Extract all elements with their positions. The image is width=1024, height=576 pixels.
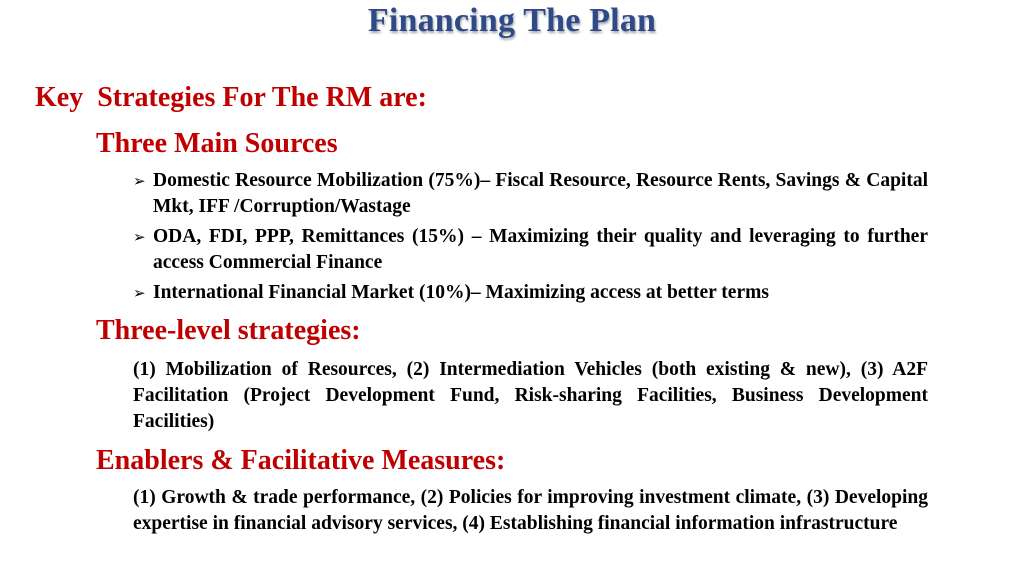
bullet-text: Domestic Resource Mobilization (75%)– Fiscal Resource, Resource Rents, Savings & Capital Mkt, IFF /Corruption/Wastage — [153, 170, 928, 217]
section-title-main-sources: Three Main Sources — [96, 128, 338, 159]
three-level-paragraph: (1) Mobilization of Resources, (2) Intermediation Vehicles (both existing & new), (3) A2F Facilitation (Project Development Fund, Risk-sharing Facilities, Business Development Facilities) — [133, 359, 928, 432]
slide-title: Financing The Plan — [367, 2, 657, 39]
bullet-oda-fdi — [133, 224, 928, 276]
section-title-three-level: Three-level strategies: — [96, 315, 361, 346]
key-strategies-heading: Key Strategies For The RM are: — [35, 82, 427, 113]
bullet-text: International Financial Market (10%)– Maximizing access at better terms — [153, 282, 769, 303]
section-title-enablers: Enablers & Facilitative Measures: — [96, 445, 506, 476]
enablers-paragraph: (1) Growth & trade performance, (2) Policies for improving investment climate, (3) Developing expertise in financial advisory services, (4) Establishing financial information infrastructure — [133, 487, 928, 534]
arrow-bullet-icon: ➢ — [133, 228, 146, 246]
bullet-domestic-resource — [133, 168, 928, 220]
arrow-bullet-icon: ➢ — [133, 284, 146, 302]
bullet-text: ODA, FDI, PPP, Remittances (15%) – Maximizing their quality and leveraging to further access Commercial Finance — [153, 226, 928, 273]
bullet-international-market — [133, 280, 928, 306]
arrow-bullet-icon: ➢ — [133, 172, 146, 190]
